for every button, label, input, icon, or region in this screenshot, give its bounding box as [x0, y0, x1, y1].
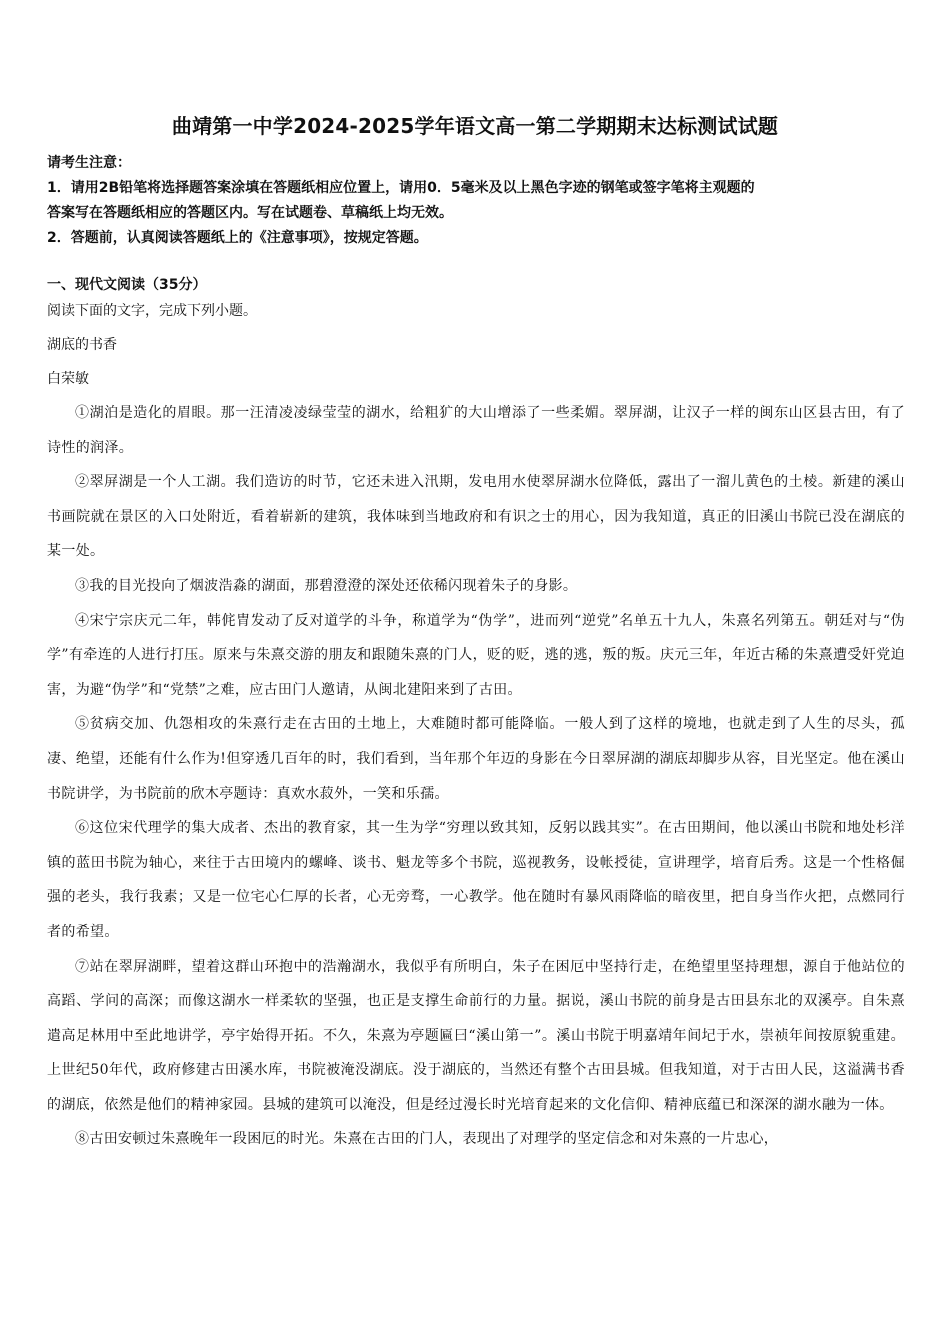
- notice-block: [47, 151, 907, 251]
- paragraph-8: ⑧古田安顿过朱熹晚年一段困厄的时光。朱熹在古田的门人，表现出了对理学的坚定信念和对朱熹的一片忠心，: [75, 1131, 779, 1148]
- notice-heading: 请考生注意：: [47, 155, 131, 171]
- notice-item-1-line-1: 1．请用2B铅笔将选择题答案涂填在答题纸相应位置上，请用0．5毫米及以上黑色字迹的钢笔或签字笔将主观题的: [47, 180, 755, 196]
- article-body: [47, 396, 905, 1157]
- paragraph-1: ①湖泊是造化的眉眼。那一汪清凌凌绿莹莹的湖水，给粗犷的大山增添了一些柔媚。翠屏湖，让汉子一样的闽东山区县古田，有了诗性的润泽。: [47, 405, 905, 456]
- paragraph-3: ③我的目光投向了烟波浩淼的湖面，那碧澄澄的深处还依稀闪现着朱子的身影。: [75, 577, 578, 594]
- paragraph-7: ⑦站在翠屏湖畔，望着这群山环抱中的浩瀚湖水，我似乎有所明白，朱子在困厄中坚持行走，在绝望里坚持理想，源自于他站位的高蹈、学问的高深；而像这湖水一样柔软的坚强，也正是支撑生命前行的力量。据说，溪山书院的前身是古田县东北的双溪亭。自朱熹遣高足林用中至此地讲学，亭宇始得开拓。不久，朱熹为亭题匾曰“溪山第一”。溪山书院于明嘉靖年间圮于水，崇祯年间按原貌重建。上世纪50年代，政府修建古田溪水库，书院被淹没湖底。没于湖底的，当然还有整个古田县城。但我知道，对于古田人民，这溢满书香的湖底，依然是他们的精神家园。县城的建筑可以淹没，但是经过漫长时光培育起来的文化信仰、精神底蕴已和深深的湖水融为一体。: [47, 958, 905, 1113]
- article-author: 白荣敏: [47, 371, 89, 387]
- notice-item-1-line-2: 答案写在答题纸相应的答题区内。写在试题卷、草稿纸上均无效。: [47, 205, 453, 221]
- section-heading: 一、现代文阅读（35分）: [47, 277, 207, 293]
- reading-instruction: 阅读下面的文字，完成下列小题。: [47, 303, 257, 319]
- paragraph-2: ②翠屏湖是一个人工湖。我们造访的时节，它还未进入汛期，发电用水使翠屏湖水位降低，露出了一溜儿黄色的土棱。新建的溪山书画院就在景区的入口处附近，看着崭新的建筑，我体味到当地政府和有识之士的用心，因为我知道，真正的旧溪山书院已没在湖底的某一处。: [47, 474, 905, 560]
- paragraph-5: ⑤贫病交加、仇怨相攻的朱熹行走在古田的土地上，大难随时都可能降临。一般人到了这样的境地，也就走到了人生的尽头，孤凄、绝望，还能有什么作为!但穿透几百年的时，我们看到，当年那个年迈的身影在今日翠屏湖的湖底却脚步从容，目光坚定。他在溪山书院讲学，为书院前的欣木亭题诗：真欢水菽外，一笑和乐孺。: [47, 716, 905, 802]
- paragraph-6: ⑥这位宋代理学的集大成者、杰出的教育家，其一生为学“穷理以致其知，反躬以践其实”。在古田期间，他以溪山书院和地处杉洋镇的蓝田书院为轴心，来往于古田境内的螺峰、谈书、魁龙等多个书院，巡视教务，设帐授徒，宣讲理学，培育后秀。这是一个性格倔强的老头，我行我素；又是一位宅心仁厚的长者，心无旁骛，一心教学。他在随时有暴风雨降临的暗夜里，把自身当作火把，点燃同行者的希望。: [47, 820, 905, 940]
- article-title: 湖底的书香: [47, 337, 117, 353]
- paragraph-4: ④宋宁宗庆元二年，韩侂胄发动了反对道学的斗争，称道学为“伪学”，进而列“逆党”名单五十九人，朱熹名列第五。朝廷对与“伪学”有牵连的人进行打压。原来与朱熹交游的朋友和跟随朱熹的门人，贬的贬，逃的逃，叛的叛。庆元三年，年近古稀的朱熹遭受奸党迫害，为避“伪学”和“党禁”之难，应古田门人邀请，从闽北建阳来到了古田。: [47, 612, 905, 698]
- exam-title: 曲靖第一中学2024-2025学年语文高一第二学期期末达标测试试题: [171, 114, 779, 138]
- notice-item-2: 2．答题前，认真阅读答题纸上的《注意事项》，按规定答题。: [47, 230, 428, 246]
